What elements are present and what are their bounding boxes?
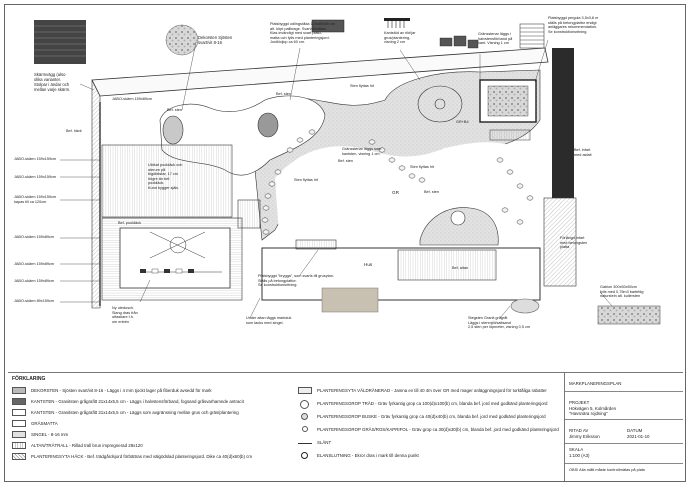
label-pergola: Platsbyggd pergola 3,5x3,8 m ställs på betongplattor endigt anläggares rekommendation. Se konstruktionsritning. — [548, 16, 599, 34]
decor-stone-swatch-icon — [166, 25, 198, 55]
stepping-stone-swatch-icon — [511, 299, 539, 313]
existing-stone-2 — [258, 113, 278, 137]
legend-title: FÖRKLARING — [12, 376, 46, 382]
label-stepping-stones: Stegsten Granit grågråt Läggs i stenmjöl/sattsand 2,5 sten per löpmeter, visning 0,5 cm — [468, 316, 531, 329]
legend-text: SINGEL - 8-16 mm — [31, 432, 69, 437]
legend-text: SLÄNT — [317, 440, 332, 445]
edging-swatch-icon — [384, 18, 410, 28]
label-decor-stone: Dekorsten Sjösten svart/vit 8-16 — [198, 35, 233, 45]
label-extended-deck: Utökat pooldäck och uterum på tögdbitstar, 17 cm högre än bef. pooldäck. Kund bygger själv. — [148, 163, 183, 190]
date-label: DATUM — [627, 428, 643, 433]
legend-swatch-edging-1 — [12, 398, 26, 405]
label-existing-stone-3: Bef. sten — [338, 159, 353, 163]
legend-text: DEKORSTEN - Sjösten svart/vit 8-16 - Läggs i 4 mm tjockt lager på fiberduk avsedd för mark — [31, 388, 212, 393]
scale-label: SKALA — [569, 447, 584, 452]
label-outdoor-shower: Ny utedusch. Slang dras från uttaskare t.h. om entrén — [112, 306, 138, 324]
label-existing-stone-2: Bef. sten — [276, 92, 291, 96]
legend-swatch-slope — [298, 443, 312, 444]
measure-note: OBS! Alla mått måste kontrollmätas på plats — [569, 467, 645, 472]
label-existing-pool-deck: Bef. pooldäck — [118, 221, 142, 225]
planting-circle — [418, 86, 462, 122]
label-existing-stone-1: Bef. sten — [167, 108, 182, 112]
label-existing-hedge: Bef. häck — [66, 129, 82, 133]
gabion-swatch-icon — [598, 306, 660, 324]
bridge-photo — [322, 288, 378, 312]
electric-connection-icon — [301, 452, 308, 459]
label-gr-b4: GR+B4 — [456, 120, 469, 124]
label-raised-bed: Platsbyggd odlingsråda 120x80x60 cm alt. köpt pallkrage. Svart/vitmålas. Klas invändigt med svart plato- matta och fylls med planteringsjord. Jordlödjup ca 60 cm. — [270, 22, 336, 44]
label-jabo-159x159-2: JABO-skärm 159x159cm — [14, 175, 57, 179]
label-existing-stone-4: Bef. sten — [424, 190, 439, 194]
label-jabo-cut: JABO-skärm 159x159cm kapas till ca 120cm — [14, 195, 57, 204]
legend-swatch-drained-bed — [298, 387, 312, 394]
legend-text: GRÄSMATTA — [31, 421, 58, 426]
legend-swatch-lawn — [12, 420, 26, 427]
label-extended-driveway: Förlängd infart med betongsten platta — [560, 236, 588, 249]
label-border-stones: Gränsstenar läggs i halvstensförband på kant. Visning 1 cm — [478, 32, 513, 45]
label-jabo-159x89-4: JABO-skärm 159x89cm — [14, 279, 55, 283]
legend-text: ALTAN/TRÄTRALL - Rillad trall brun impregnerad 28x120 — [31, 443, 143, 448]
label-stone-moved-3: Sten flyttas hit — [410, 165, 434, 169]
legend-text: PLANTERINGSYTA HÄCK - Bef. trädgårdsjord förbättras med välgödslad planteringsjord. Dike ca 40(d)x60(b) cm — [31, 454, 253, 459]
date: 2021-01-10 — [627, 434, 650, 439]
label-house: Hus — [364, 262, 373, 267]
legend-swatch-shrub-pit — [301, 413, 308, 420]
label-jabo-159x89: JABO-skärm 159x89cm — [112, 97, 153, 101]
title-block-title: MARKPLANERINGSPLAN — [569, 381, 622, 386]
legend-text: PLANTERINGSGROP BUSKE - Gräv fyrkantig grop ca 40(d)x40(b) cm, blanda bef. jord med godkänd planteringsjord — [317, 414, 546, 419]
existing-altan — [398, 250, 496, 280]
title-block — [564, 372, 683, 481]
label-jabo-159x159-1: JABO-skärm 159x159cm — [14, 157, 57, 161]
legend-swatch-hedge — [12, 453, 26, 460]
existing-stone-1 — [163, 116, 183, 144]
legend-swatch-tree-pit — [300, 400, 309, 409]
label-existing-altan: Bef. altan — [452, 266, 469, 270]
legend-swatch-edging-2 — [12, 409, 26, 416]
legend — [8, 372, 564, 481]
label-jabo-159x89-3: JABO-skärm 159x89cm — [14, 262, 55, 266]
scale: 1:100 (A3) — [569, 453, 590, 458]
label-gabion: Gabion 300x50x50cm fylls med 0,75m3 barfettig naturstein alt. kullersten — [600, 285, 644, 298]
legend-swatch-decor-stone — [12, 387, 26, 394]
label-stone-moved-1: Sten flyttas hit — [350, 84, 374, 88]
legend-text: PLANTERINGSGROP TRÄD - Gräv fyrkantig grop ca 100(d)x100(b) cm, blanda bef. jord med godkänd planteringsjord — [317, 401, 548, 406]
drawn-by: Jimmy Eriksson — [569, 434, 600, 439]
deck-steps — [238, 200, 260, 228]
legend-text: ELANSLUTNING - Ekror dras i mark till denna punkt — [317, 453, 419, 458]
label-jabo-89x159: JABO-skärm 89x159cm — [14, 299, 55, 303]
border-stone-swatch-icon — [440, 36, 478, 48]
label-jabo-159x89-2: JABO-skärm 159x89cm — [14, 235, 55, 239]
label-gr: GR — [392, 190, 399, 195]
legend-swatch-gravel — [12, 431, 26, 438]
label-under-altan: Under altan läggs markduk som tacks med singel. — [246, 316, 292, 325]
legend-text: KANTSTEN - Granitsten grågrafitt 21x14x5,5 cm - Läggs i halvstensförband, fogsand gråsvarhamnde antracit — [31, 399, 244, 404]
legend-text: KANTSTEN - Granitsten grågrafitt 21x14x5,5 cm - Läggs som avgränsning mellan grus och gräs/plantering — [31, 410, 239, 415]
pool — [120, 228, 230, 288]
legend-text: PLANTERINGSYTA VÄLDRÄNERAD - Jamna ev till 40 4m över GR med mager anläggningsjord för torktåliga rabatter — [317, 388, 547, 393]
project-name: Hökvägen 5, Kolmården "Havsnära rojdning" — [569, 406, 617, 417]
west-border — [92, 80, 100, 308]
label-existing-driveway: Bef. infart med asfalt — [574, 148, 592, 157]
legend-swatch-grass-pit — [302, 426, 308, 432]
label-bridge: Platsbyggd "brygga", som svarts till grusytan. Ställs på betongplattor. Se konstruktionsritning. — [258, 274, 334, 287]
screen-swatch-icon — [34, 20, 86, 64]
drawn-by-label: RITAD AV — [569, 428, 589, 433]
legend-swatch-decking — [12, 442, 26, 449]
legend-text: PLANTERINGSGROP GRÄS/ROS/KAPRIFOL - Gräv grop ca 30(d)x30(b) cm, blanda bef. jord med godkänd planteringsjord — [317, 427, 559, 432]
label-edging: Kantstöd av rikt/jar grus/plantering, visning 2 cm — [384, 31, 416, 44]
label-border-edging: Gränsstenar läggs som kantsten, visning 1 cm — [342, 147, 382, 156]
label-stone-moved-2: Sten flyttas hit — [294, 178, 318, 182]
project-label: PROJEKT — [569, 400, 590, 405]
label-screen-wall: Skärmvägg (also olika varianter. Stolpar i ändar och mellan varje skärm. — [34, 72, 71, 92]
house-step — [296, 240, 336, 249]
driveway-asphalt — [552, 48, 574, 198]
